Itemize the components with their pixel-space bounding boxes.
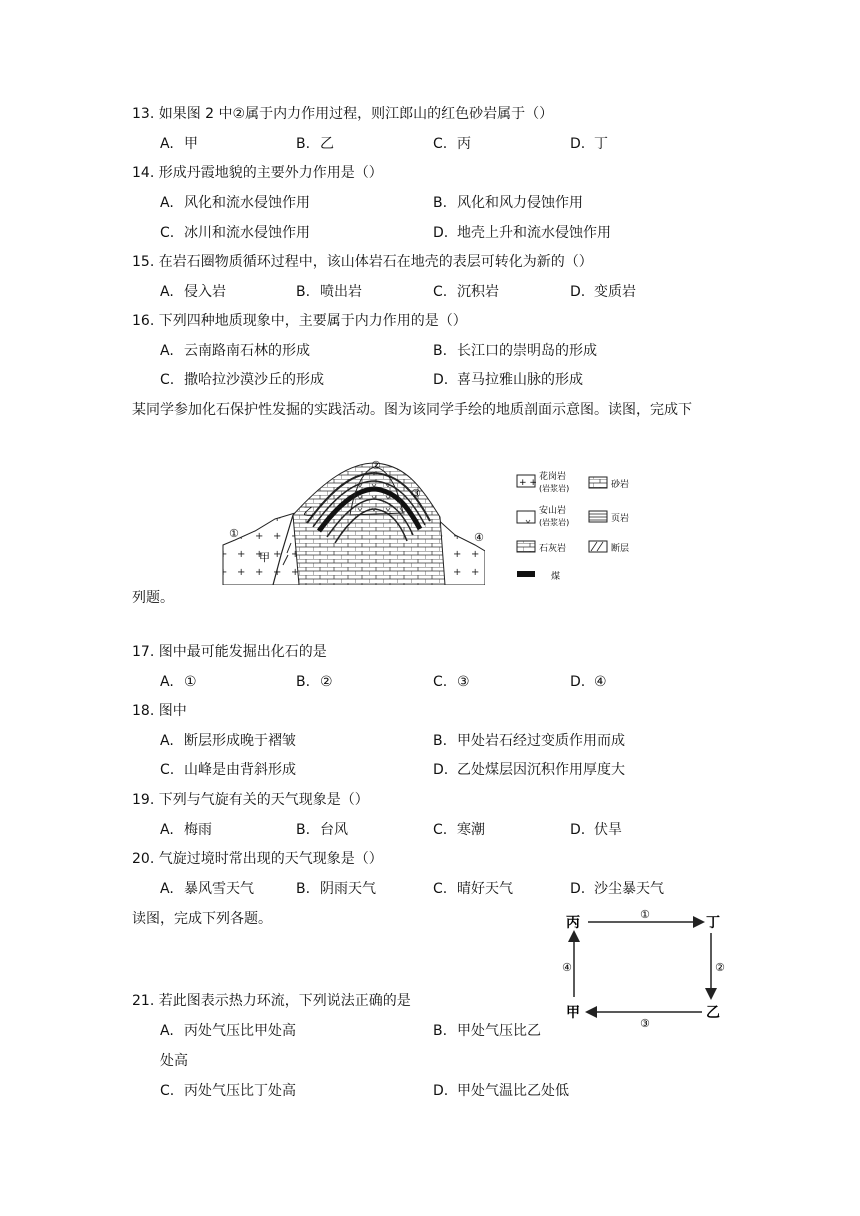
q17-option-a: A. ① [160,674,197,690]
q14-option-c: C. 冰川和流水侵蚀作用 [160,225,310,241]
q16-option-d: D. 喜马拉雅山脉的形成 [433,372,583,388]
q14-option-a: A. 风化和流水侵蚀作用 [160,195,310,211]
q13-option-b: B. 乙 [296,136,334,152]
fig1-label-2: ② [371,459,381,472]
q16-option-a: A. 云南路南石林的形成 [160,343,310,359]
fig2-arrow-3: ③ [640,1017,650,1030]
q21-option-a: A. 丙处气压比甲处高 [160,1023,296,1039]
q16-option-b: B. 长江口的崇明岛的形成 [433,343,597,359]
q20-option-c: C. 晴好天气 [433,881,513,897]
q15-option-c: C. 沉积岩 [433,284,499,300]
q15-stem: 15. 在岩石圈物质循环过程中，该山体岩石在地壳的表层可转化为新的（） [132,254,593,270]
q15-option-a: A. 侵入岩 [160,284,226,300]
legend-granite-sub: (岩浆岩) [539,484,570,493]
q20-option-d: D. 沙尘暴天气 [570,881,664,897]
q21-stem: 21. 若此图表示热力环流，下列说法正确的是 [132,993,411,1009]
q13-option-d: D. 丁 [570,136,608,152]
intro-paragraph: 某同学参加化石保护性发掘的实践活动。图为该同学手绘的地质剖面示意图。读图，完成下 [132,402,692,418]
q19-option-a: A. 梅雨 [160,822,212,838]
fig1-label-3: ③ [411,487,421,500]
q17-option-b: B. ② [296,674,333,690]
fig1-label-1: ① [229,527,239,540]
fig1-label-yi: 乙 [303,505,314,518]
q15-option-b: B. 喷出岩 [296,284,362,300]
intro2-paragraph: 读图，完成下列各题。 [132,911,272,927]
q20-option-b: B. 阴雨天气 [296,881,376,897]
q17-option-c: C. ③ [433,674,470,690]
q21-option-b-wrap: 处高 [160,1053,188,1069]
fig2-arrow-4: ④ [562,961,572,974]
legend-granite: 花岗岩 [539,472,567,482]
q20-stem: 20. 气旋过境时常出现的天气现象是（） [132,851,383,867]
q13-stem: 13. 如果图 2 中②属于内力作用过程，则江郎山的红色砂岩属于（） [132,106,554,122]
q15-option-d: D. 变质岩 [570,284,636,300]
fig2-corner-bing: 丙 [566,915,580,931]
legend-andesite: 安山岩 [539,506,567,516]
legend-sandstone: 砂岩 [611,480,630,490]
fig2-corner-jia: 甲 [566,1005,580,1021]
q13-option-a: A. 甲 [160,136,198,152]
legend-limestone: 石灰岩 [539,544,567,554]
q16-option-c: C. 撒哈拉沙漠沙丘的形成 [160,372,324,388]
svg-text:+ +: + + [519,478,537,488]
fig2-corner-yi: 乙 [706,1005,720,1021]
q19-option-c: C. 寒潮 [433,822,485,838]
q21-option-d: D. 甲处气温比乙处低 [433,1083,569,1099]
q19-stem: 19. 下列与气旋有关的天气现象是（） [132,792,369,808]
q17-stem: 17. 图中最可能发掘出化石的是 [132,644,327,660]
fig1-legend [517,470,629,582]
q17-option-d: D. ④ [570,674,607,690]
fig2-arrow-1: ① [640,908,650,921]
q19-option-d: D. 伏旱 [570,822,622,838]
legend-fault: 断层 [611,544,630,554]
q18-option-c: C. 山峰是由背斜形成 [160,762,296,778]
q18-option-a: A. 断层形成晚于褶皱 [160,733,296,749]
q18-stem: 18. 图中 [132,703,187,719]
q14-option-d: D. 地壳上升和流水侵蚀作用 [433,225,611,241]
legend-shale: 页岩 [611,514,630,524]
fig2-corner-ding: 丁 [706,915,720,931]
fig1-label-4: ④ [474,531,484,544]
q19-option-b: B. 台风 [296,822,348,838]
q13-option-c: C. 丙 [433,136,471,152]
intro-paragraph-tail: 列题。 [132,590,174,606]
fig2-arrow-2: ② [715,961,725,974]
q21-option-c: C. 丙处气压比丁处高 [160,1083,296,1099]
fig1-label-jia: 甲 [259,551,270,564]
circulation-figure [560,905,736,1033]
q21-option-b: B. 甲处气压比乙 [433,1023,541,1039]
geologic-section-figure [215,455,655,590]
q20-option-a: A. 暴风雪天气 [160,881,254,897]
legend-coal: 煤 [551,572,561,582]
q14-stem: 14. 形成丹霞地貌的主要外力作用是（） [132,165,383,181]
q16-stem: 16. 下列四种地质现象中，主要属于内力作用的是（） [132,313,467,329]
q18-option-b: B. 甲处岩石经过变质作用而成 [433,733,625,749]
q14-option-b: B. 风化和风力侵蚀作用 [433,195,583,211]
q18-option-d: D. 乙处煤层因沉积作用厚度大 [433,762,625,778]
legend-andesite-sub: (岩浆岩) [539,518,570,527]
